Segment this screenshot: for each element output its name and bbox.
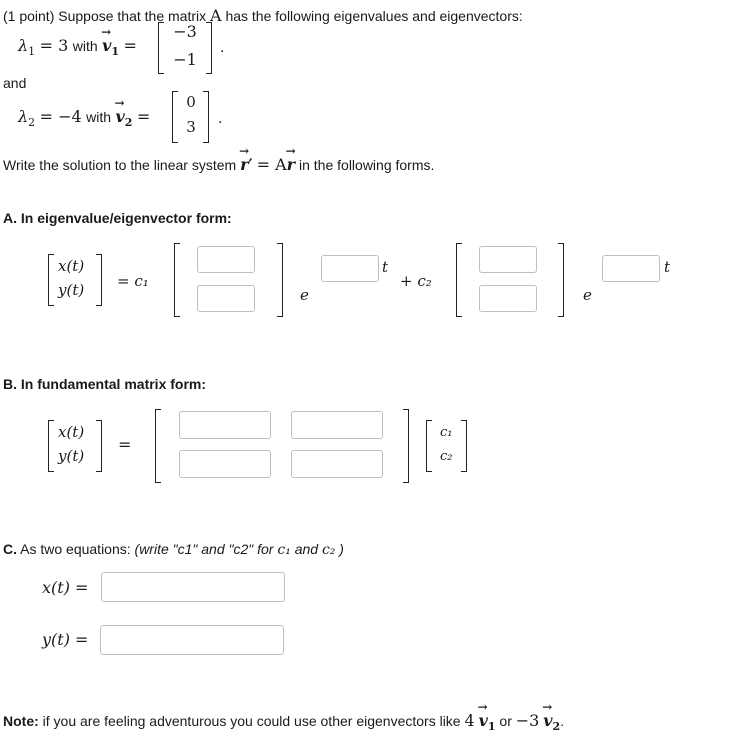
fundamental-a21-input[interactable] xyxy=(179,450,271,478)
part-c-heading xyxy=(3,541,344,558)
fundamental-left-bracket xyxy=(155,409,161,483)
equals-b: = xyxy=(118,435,132,454)
v2-right-bracket xyxy=(558,243,564,317)
v1-left-bracket xyxy=(174,243,180,317)
note-v1: → v xyxy=(479,711,488,730)
eigenvector-2-top: 0 xyxy=(186,93,196,111)
eigenvalue-equals: = 3 xyxy=(39,36,69,55)
r-vector: → r xyxy=(287,155,295,174)
note-text: if you are feeling adventurous you could use other eigenvectors like xyxy=(42,713,461,729)
part-c-title: As two equations: xyxy=(20,541,131,557)
y-of-t-a: y(t) xyxy=(58,281,85,299)
c-left-bracket xyxy=(426,420,432,472)
part-c-label: C. xyxy=(3,541,17,557)
v1-top-input[interactable] xyxy=(197,246,255,273)
with-label: with xyxy=(72,38,98,54)
y-equation-label: y(t) = xyxy=(42,630,89,649)
eigenvector-2-bottom: 3 xyxy=(186,118,196,136)
matrix-symbol: A xyxy=(210,6,222,25)
note xyxy=(3,711,564,733)
c2-label-b: c₂ xyxy=(440,449,453,464)
part-a-heading xyxy=(3,210,232,226)
intro-suffix: has the following eigenvalues and eigenvectors: xyxy=(225,8,523,24)
hint-close: ) xyxy=(339,541,344,557)
lambda-subscript: 1 xyxy=(28,45,36,59)
c1-label-a: = c₁ xyxy=(117,272,149,290)
eigenvalue-1: $\lambda_1 = 3$ with → $v_1$ = xyxy=(18,36,137,58)
eigenvalue-equals: = −4 xyxy=(39,107,82,126)
vector1-left-bracket xyxy=(158,22,164,74)
v2-left-bracket xyxy=(456,243,462,317)
note-label: Note: xyxy=(3,713,39,729)
exponent-2-input[interactable] xyxy=(602,255,660,282)
note-v1-sub: 1 xyxy=(487,719,496,733)
problem-intro xyxy=(3,6,523,25)
system-prefix: Write the solution to the linear system xyxy=(3,157,237,173)
fundamental-a11-input[interactable] xyxy=(179,411,271,439)
x-of-t-a: x(t) xyxy=(58,257,85,275)
part-b-title: B. In fundamental matrix form: xyxy=(3,376,207,392)
fundamental-a12-input[interactable] xyxy=(291,411,383,439)
lambda-symbol: λ xyxy=(18,36,29,55)
lambda-symbol: λ xyxy=(18,107,29,126)
prime-symbol: ′ xyxy=(248,155,253,174)
eigenvector-symbol: → v xyxy=(115,107,124,126)
xy-right-bracket-a xyxy=(96,254,102,306)
part-b-heading xyxy=(3,376,206,392)
intro-prefix: (1 point) Suppose that the matrix xyxy=(3,8,207,24)
c-right-bracket xyxy=(461,420,467,472)
r-vector: → r xyxy=(240,155,248,174)
hint-c2: c₂ xyxy=(321,542,336,558)
vector2-right-bracket xyxy=(203,91,209,143)
hint-and: and xyxy=(294,541,319,557)
fundamental-right-bracket xyxy=(403,409,409,483)
with-label: with xyxy=(86,109,112,125)
y-of-t-b: y(t) xyxy=(58,447,85,465)
eigenvector-1-top: −3 xyxy=(173,22,197,41)
exp-t-2: t xyxy=(664,258,671,276)
equals-A: = A xyxy=(256,155,287,174)
v2-bottom-input[interactable] xyxy=(479,285,537,312)
c1-label-b: c₁ xyxy=(440,425,453,440)
eigenvector-subscript: 1 xyxy=(111,45,120,59)
eigenvalue-2: $\lambda_2 = -4$ with → $v_2$ = xyxy=(18,107,150,129)
y-equation-input[interactable] xyxy=(100,625,284,655)
part-c-hint: (write "c1" and "c2" for xyxy=(134,541,274,557)
vector1-right-bracket xyxy=(206,22,212,74)
part-a-title: A. In eigenvalue/eigenvector form: xyxy=(3,210,232,226)
note-v2-sub: 2 xyxy=(552,719,561,733)
note-or: or xyxy=(499,713,512,729)
system-statement xyxy=(3,155,434,174)
v1-bottom-input[interactable] xyxy=(197,285,255,312)
lambda-subscript: 2 xyxy=(28,116,36,130)
eigenvector-symbol: → v xyxy=(102,36,111,55)
eigenvector-1-bottom: −1 xyxy=(173,50,197,69)
fundamental-a22-input[interactable] xyxy=(291,450,383,478)
exp-t-1: t xyxy=(382,258,389,276)
system-suffix: in the following forms. xyxy=(299,157,435,173)
exp-base-2: e xyxy=(583,286,592,304)
v1-right-bracket xyxy=(277,243,283,317)
note-coef-1: 4 xyxy=(464,711,475,730)
c2-label-a: + c₂ xyxy=(400,272,432,290)
x-equation-input[interactable] xyxy=(101,572,285,602)
xy-left-bracket-b xyxy=(48,420,54,472)
v2-top-input[interactable] xyxy=(479,246,537,273)
exp-base-1: e xyxy=(300,286,309,304)
x-equation-label: x(t) = xyxy=(42,578,89,597)
xy-right-bracket-b xyxy=(96,420,102,472)
note-coef-2: −3 xyxy=(515,711,540,730)
note-end: . xyxy=(560,713,565,729)
exponent-1-input[interactable] xyxy=(321,255,379,282)
eigenvector-subscript: 2 xyxy=(124,116,133,130)
note-v2: → v xyxy=(543,711,552,730)
xy-left-bracket-a xyxy=(48,254,54,306)
x-of-t-b: x(t) xyxy=(58,423,85,441)
hint-c1: c₁ xyxy=(277,542,291,558)
and-text: and xyxy=(3,75,27,91)
